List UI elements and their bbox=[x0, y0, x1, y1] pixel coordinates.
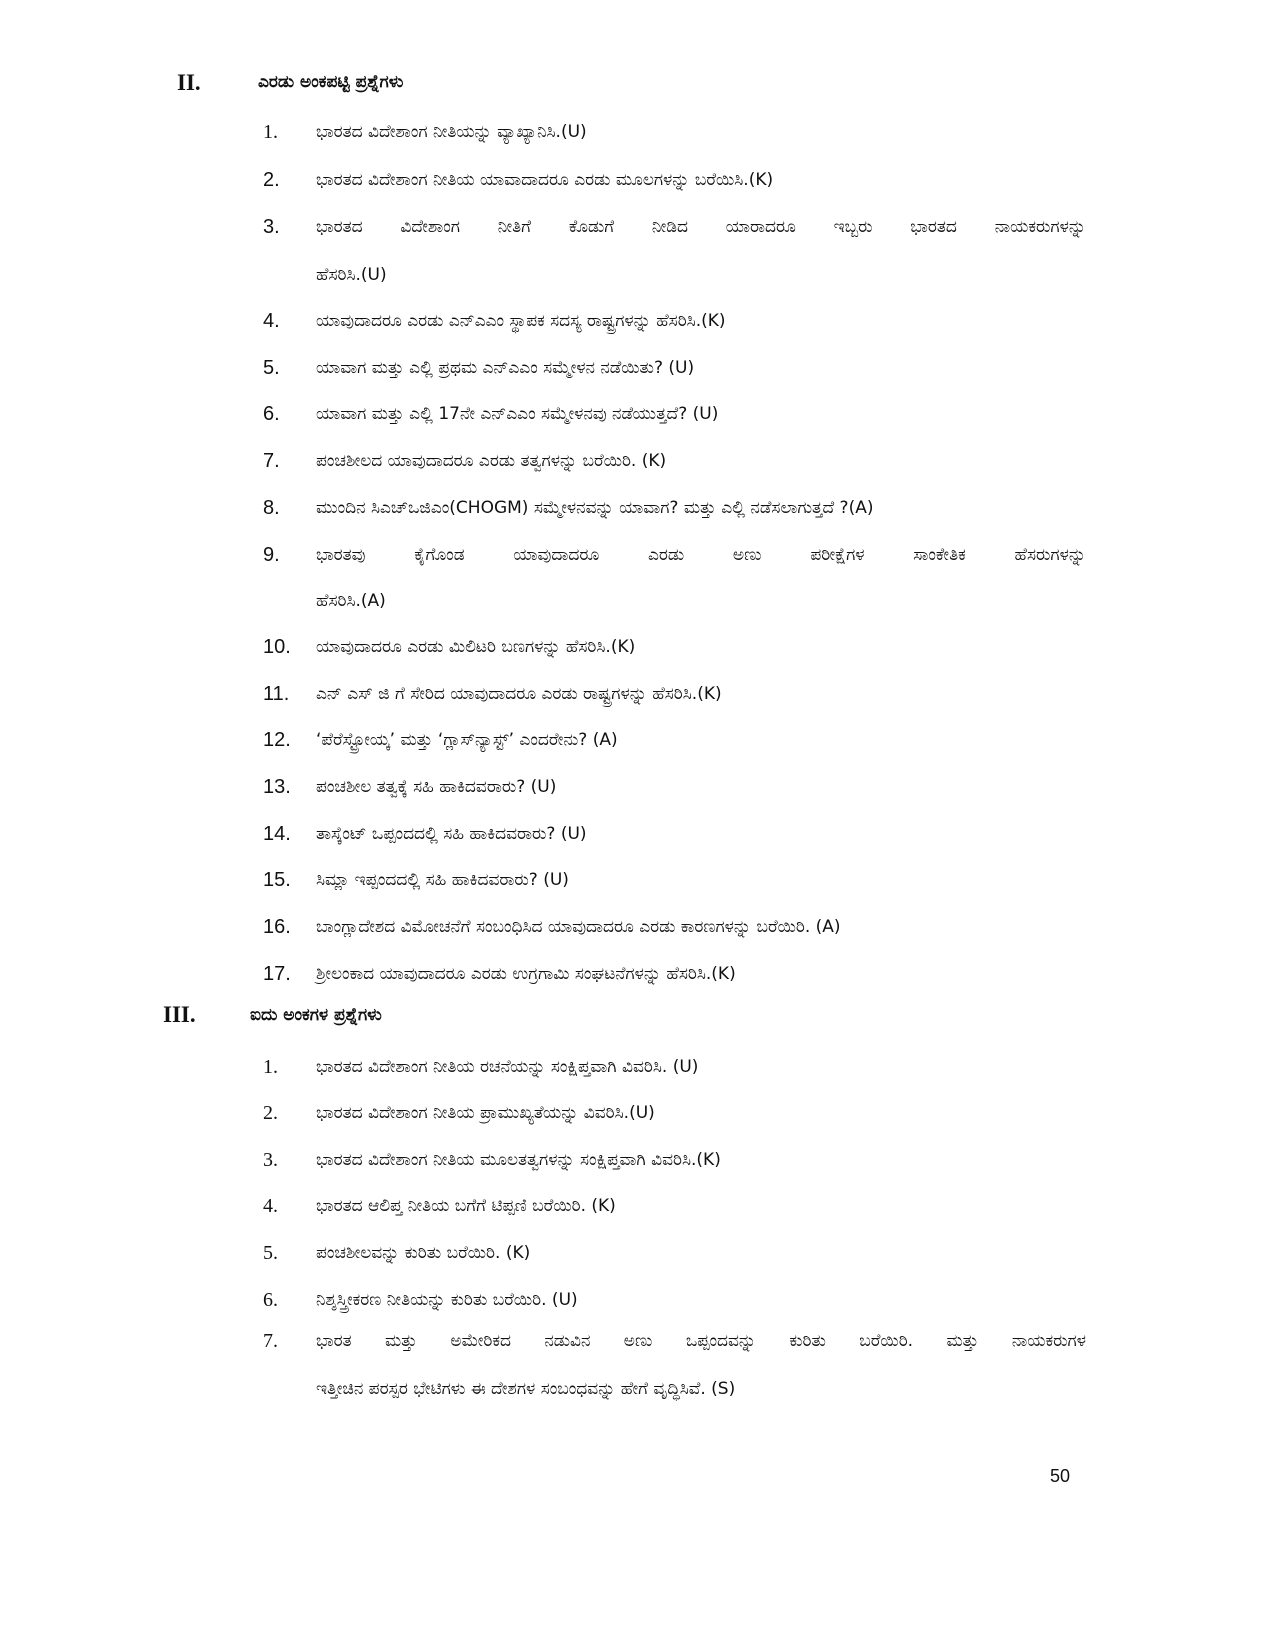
question-number: 6. bbox=[263, 1289, 278, 1311]
question-number: 6. bbox=[263, 403, 280, 425]
question-number: 1. bbox=[263, 121, 278, 143]
question-item bbox=[263, 722, 1083, 758]
question-item bbox=[263, 956, 1083, 992]
question-text: ಭಾರತದ ವಿದೇಶಾಂಗ ನೀತಿಗೆ ಕೊಡುಗೆ ನೀಡಿದ ಯಾರಾದರೂ ಇಬ್ಬರು ಭಾರತದ ನಾಯಕರುಗಳನ್ನು bbox=[316, 217, 1086, 237]
question-text: ಶ್ರೀಲಂಕಾದ ಯಾವುದಾದರೂ ಎರಡು ಉಗ್ರಗಾಮಿ ಸಂಘಟನೆಗಳನ್ನು ಹೆಸರಿಸಿ.(K) bbox=[316, 964, 736, 984]
question-number: 9. bbox=[263, 544, 280, 566]
question-number: 4. bbox=[263, 310, 280, 332]
question-number: 2. bbox=[263, 1102, 278, 1124]
question-number: 12. bbox=[263, 729, 291, 751]
question-item bbox=[263, 769, 1083, 805]
question-item bbox=[263, 537, 1086, 573]
question-text: ಭಾರತದ ವಿದೇಶಾಂಗ ನೀತಿಯ ಮೂಲತತ್ವಗಳನ್ನು ಸಂಕ್ಷಿಪ್ತವಾಗಿ ವಿವರಿಸಿ.(K) bbox=[316, 1150, 721, 1170]
question-text-continued: ಹೆಸರಿಸಿ.(A) bbox=[316, 591, 386, 611]
question-text: ನಿಶ್ಶಸ್ತ್ರೀಕರಣ ನೀತಿಯನ್ನು ಕುರಿತು ಬರೆಯಿರಿ. (U) bbox=[316, 1290, 578, 1310]
question-item bbox=[263, 1095, 1083, 1131]
question-number: 4. bbox=[263, 1195, 278, 1217]
question-text: ಭಾರತದ ವಿದೇಶಾಂಗ ನೀತಿಯನ್ನು ವ್ಯಾಖ್ಯಾನಿಸಿ.(U) bbox=[316, 122, 587, 142]
section-title: ಐದು ಅಂಕಗಳ ಪ್ರಶ್ನೆಗಳು bbox=[250, 1005, 382, 1025]
question-number: 3. bbox=[263, 1149, 278, 1171]
section-numeral: II. bbox=[177, 70, 201, 95]
question-number: 17. bbox=[263, 963, 291, 985]
page-number: 50 bbox=[1050, 1466, 1071, 1486]
question-text: ಪಂಚಶೀಲದ ಯಾವುದಾದರೂ ಎರಡು ತತ್ವಗಳನ್ನು ಬರೆಯಿರಿ. (K) bbox=[316, 451, 667, 471]
question-item bbox=[263, 443, 1083, 479]
question-text: ಯಾವುದಾದರೂ ಎರಡು ಮಿಲಿಟರಿ ಬಣಗಳನ್ನು ಹೆಸರಿಸಿ.(K) bbox=[316, 637, 636, 657]
question-number: 3. bbox=[263, 216, 280, 238]
question-item bbox=[263, 862, 1083, 898]
question-item bbox=[263, 629, 1083, 665]
question-text: ಭಾರತ ಮತ್ತು ಅಮೇರಿಕದ ನಡುವಿನ ಅಣು ಒಪ್ಪಂದವನ್ನು ಕುರಿತು ಬರೆಯಿರಿ. ಮತ್ತು ನಾಯಕರುಗಳ bbox=[316, 1331, 1086, 1351]
question-text: ಭಾರತದ ಆಲಿಪ್ತ ನೀತಿಯ ಬಗೆಗೆ ಟಿಪ್ಪಣಿ ಬರೆಯಿರಿ. (K) bbox=[316, 1196, 616, 1216]
question-text: ಭಾರತವು ಕೈಗೊಂಡ ಯಾವುದಾದರೂ ಎರಡು ಅಣು ಪರೀಕ್ಷೆಗಳ ಸಾಂಕೇತಿಕ ಹೆಸರುಗಳನ್ನು bbox=[316, 545, 1086, 565]
question-text: ಪಂಚಶೀಲ ತತ್ವಕ್ಕೆ ಸಹಿ ಹಾಕಿದವರಾರು? (U) bbox=[316, 777, 557, 797]
question-text: ಭಾರತದ ವಿದೇಶಾಂಗ ನೀತಿಯ ಯಾವಾದಾದರೂ ಎರಡು ಮೂಲಗಳನ್ನು ಬರೆಯಿಸಿ.(K) bbox=[316, 170, 774, 190]
question-number: 10. bbox=[263, 636, 291, 658]
question-text: ಯಾವಾಗ ಮತ್ತು ಎಲ್ಲಿ 17ನೇ ಎನ್‌ಎಎಂ ಸಮ್ಮೇಳನವು ನಡೆಯುತ್ತದೆ? (U) bbox=[316, 404, 719, 424]
question-number: 1. bbox=[263, 1056, 278, 1078]
question-item bbox=[263, 676, 1083, 712]
question-item bbox=[263, 1323, 1086, 1359]
question-number: 5. bbox=[263, 1242, 278, 1264]
question-text: ಯಾವುದಾದರೂ ಎರಡು ಎನ್‌ಎಎಂ ಸ್ಥಾಪಕ ಸದಸ್ಯ ರಾಷ್ಟ್ರಗಳನ್ನು ಹೆಸರಿಸಿ.(K) bbox=[316, 311, 726, 331]
question-item bbox=[263, 909, 1083, 945]
question-item bbox=[263, 162, 1083, 198]
section-title: ಎರಡು ಅಂಕಪಟ್ಟಿ ಪ್ರಶ್ನೆಗಳು bbox=[258, 72, 404, 92]
question-text: ಬಾಂಗ್ಲಾದೇಶದ ವಿಮೋಚನೆಗೆ ಸಂಬಂಧಿಸಿದ ಯಾವುದಾದರೂ ಎರಡು ಕಾರಣಗಳನ್ನು ಬರೆಯಿರಿ. (A) bbox=[316, 917, 841, 937]
question-item bbox=[263, 350, 1083, 386]
question-number: 7. bbox=[263, 450, 280, 472]
question-number: 13. bbox=[263, 776, 291, 798]
question-item bbox=[263, 1282, 1083, 1318]
question-number: 7. bbox=[263, 1330, 278, 1352]
question-number: 2. bbox=[263, 169, 280, 191]
question-item bbox=[263, 816, 1083, 852]
question-number: 11. bbox=[263, 683, 290, 705]
question-text: ಯಾವಾಗ ಮತ್ತು ಎಲ್ಲಿ ಪ್ರಥಮ ಎನ್‌ಎಎಂ ಸಮ್ಮೇಳನ ನಡೆಯಿತು? (U) bbox=[316, 358, 695, 378]
question-text: ಸಿಮ್ಲಾ ಇಪ್ಪಂದದಲ್ಲಿ ಸಹಿ ಹಾಕಿದವರಾರು? (U) bbox=[316, 870, 569, 890]
question-item bbox=[263, 209, 1086, 245]
question-text: ಎನ್ ಎಸ್ ಜಿ ಗೆ ಸೇರಿದ ಯಾವುದಾದರೂ ಎರಡು ರಾಷ್ಟ್ರಗಳನ್ನು ಹೆಸರಿಸಿ.(K) bbox=[316, 684, 722, 704]
question-number: 8. bbox=[263, 497, 280, 519]
question-number: 15. bbox=[263, 869, 291, 891]
question-item bbox=[263, 1235, 1083, 1271]
question-number: 16. bbox=[263, 916, 291, 938]
question-text-continued: ಇತ್ತೀಚಿನ ಪರಸ್ಪರ ಭೇಟಿಗಳು ಈ ದೇಶಗಳ ಸಂಬಂಧವನ್ನು ಹೇಗೆ ವೃದ್ಧಿಸಿವೆ. (S) bbox=[316, 1379, 736, 1399]
question-item bbox=[263, 1142, 1083, 1178]
question-text: ಮುಂದಿನ ಸಿಎಚ್‌ಒಜಿಎಂ(CHOGM) ಸಮ್ಮೇಳನವನ್ನು ಯಾವಾಗ? ಮತ್ತು ಎಲ್ಲಿ ನಡೆಸಲಾಗುತ್ತದೆ ?(A) bbox=[316, 498, 874, 518]
question-text-continued: ಹೆಸರಿಸಿ.(U) bbox=[316, 265, 387, 285]
question-number: 5. bbox=[263, 357, 280, 379]
section-numeral: III. bbox=[163, 1002, 196, 1027]
question-item bbox=[263, 1188, 1083, 1224]
question-text: ಭಾರತದ ವಿದೇಶಾಂಗ ನೀತಿಯ ರಚನೆಯನ್ನು ಸಂಕ್ಷಿಪ್ತವಾಗಿ ವಿವರಿಸಿ. (U) bbox=[316, 1057, 699, 1077]
question-text: ತಾಸ್ಕೆಂಟ್ ಒಪ್ಪಂದದಲ್ಲಿ ಸಹಿ ಹಾಕಿದವರಾರು? (U) bbox=[316, 824, 587, 844]
question-item bbox=[263, 114, 1083, 150]
question-item bbox=[263, 396, 1083, 432]
question-text: ಪಂಚಶೀಲವನ್ನು ಕುರಿತು ಬರೆಯಿರಿ. (K) bbox=[316, 1243, 531, 1263]
question-item bbox=[263, 490, 1083, 526]
question-text: ಭಾರತದ ವಿದೇಶಾಂಗ ನೀತಿಯ ಪ್ರಾಮುಖ್ಯತೆಯನ್ನು ವಿವರಿಸಿ.(U) bbox=[316, 1103, 655, 1123]
question-number: 14. bbox=[263, 823, 291, 845]
question-text: ‘ಪೆರೆಸ್ಟ್ರೋಯ್ಕ’ ಮತ್ತು ‘ಗ್ಲಾಸ್‌ನ್ಯಾಸ್ಟ್’ ಎಂದರೇನು? (A) bbox=[316, 730, 618, 750]
question-item bbox=[263, 303, 1083, 339]
question-item bbox=[263, 1049, 1083, 1085]
